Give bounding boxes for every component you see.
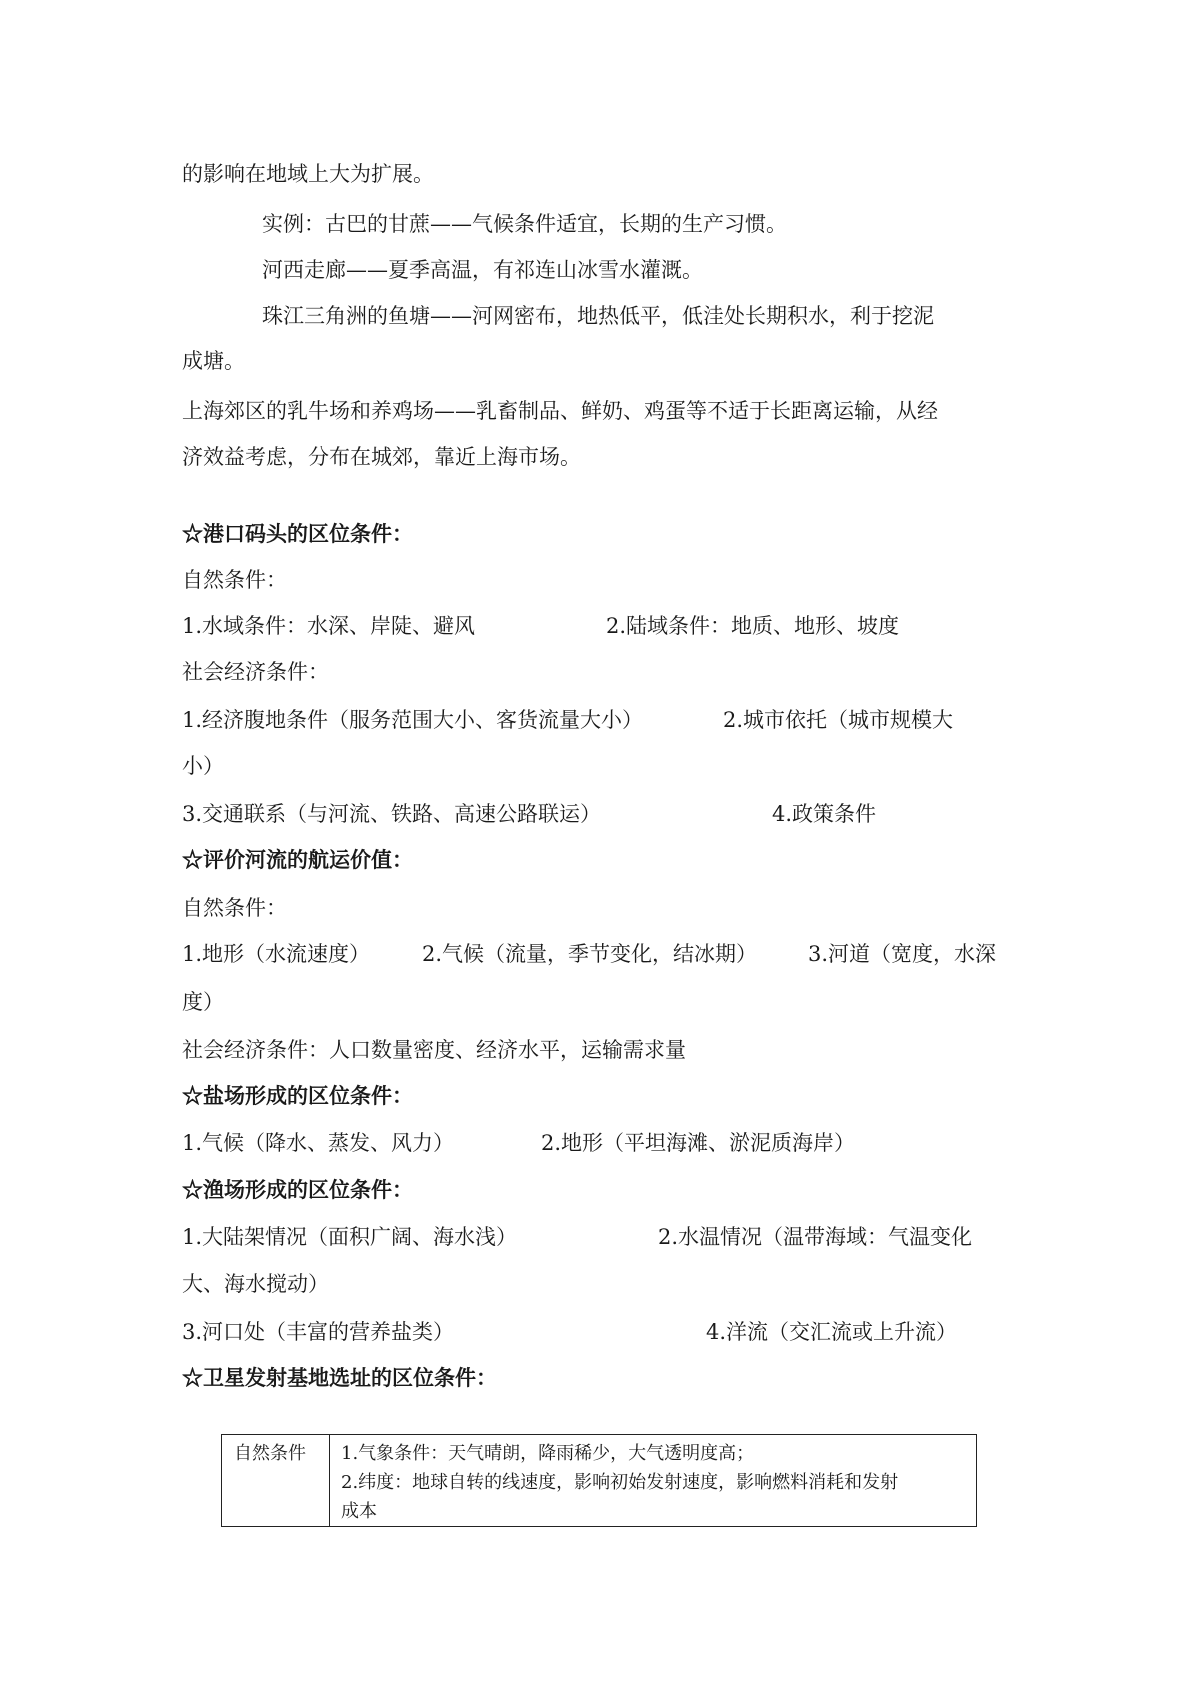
river-natural-items — [182, 940, 997, 968]
table-row-label: 自然条件 — [222, 1435, 330, 1526]
port-social-item-2-cont: 小） — [182, 754, 224, 778]
fishery-item-4: 4.洋流（交汇流或上升流） — [706, 1320, 958, 1344]
example-line: 济效益考虑，分布在城郊，靠近上海市场。 — [182, 445, 581, 469]
section-heading-salt: ☆盐场形成的区位条件： — [182, 1083, 413, 1108]
table-line: 2.纬度：地球自转的线速度，影响初始发射速度，影响燃料消耗和发射 — [341, 1472, 899, 1493]
port-social-label: 社会经济条件： — [182, 660, 329, 684]
river-natural-item-3-cont: 度） — [182, 990, 224, 1014]
example-line: 实例：古巴的甘蔗——气候条件适宜，长期的生产习惯。 — [262, 212, 787, 236]
port-social-items — [182, 706, 954, 734]
fishery-items — [182, 1223, 973, 1251]
port-natural-item-2: 2.陆域条件：地质、地形、坡度 — [606, 614, 900, 638]
salt-items — [182, 1129, 856, 1157]
table-line: 1.气象条件：天气晴朗，降雨稀少，大气透明度高； — [341, 1443, 755, 1464]
fishery-item-2-cont: 大、海水搅动） — [182, 1272, 329, 1296]
table-line: 成本 — [341, 1501, 377, 1522]
satellite-conditions-table — [221, 1434, 977, 1527]
example-line: 珠江三角洲的鱼塘——河网密布，地热低平，低洼处长期积水，利于挖泥 — [262, 304, 934, 328]
salt-item-2: 2.地形（平坦海滩、淤泥质海岸） — [541, 1131, 856, 1155]
fishery-items — [182, 1318, 958, 1346]
port-social-item-3: 3.交通联系（与河流、铁路、高速公路联运） — [182, 802, 602, 826]
example-line: 成塘。 — [182, 349, 245, 373]
section-heading-river: ☆评价河流的航运价值： — [182, 847, 413, 872]
river-natural-label: 自然条件： — [182, 896, 287, 920]
table-row-content — [341, 1439, 968, 1526]
fishery-item-1: 1.大陆架情况（面积广阔、海水浅） — [182, 1225, 518, 1249]
port-social-items — [182, 800, 877, 828]
fishery-item-3: 3.河口处（丰富的营养盐类） — [182, 1320, 455, 1344]
river-social: 社会经济条件：人口数量密度、经济水平，运输需求量 — [182, 1038, 686, 1062]
fishery-item-2: 2.水温情况（温带海域：气温变化 — [658, 1225, 973, 1249]
example-line: 河西走廊——夏季高温，有祁连山冰雪水灌溉。 — [262, 258, 703, 282]
example-line: 上海郊区的乳牛场和养鸡场——乳畜制品、鲜奶、鸡蛋等不适于长距离运输，从经 — [182, 399, 938, 423]
section-heading-fishery: ☆渔场形成的区位条件： — [182, 1177, 413, 1202]
port-social-item-1: 1.经济腹地条件（服务范围大小、客货流量大小） — [182, 708, 644, 732]
salt-item-1: 1.气候（降水、蒸发、风力） — [182, 1131, 455, 1155]
section-heading-port: ☆港口码头的区位条件： — [182, 521, 413, 546]
river-natural-item-2: 2.气候（流量，季节变化，结冰期） — [422, 942, 758, 966]
port-natural-items — [182, 612, 900, 640]
port-social-item-2: 2.城市依托（城市规模大 — [723, 708, 954, 732]
river-natural-item-3: 3.河道（宽度，水深 — [808, 942, 997, 966]
port-natural-item-1: 1.水域条件：水深、岸陡、避风 — [182, 614, 476, 638]
port-social-item-4: 4.政策条件 — [772, 802, 877, 826]
port-natural-label: 自然条件： — [182, 568, 287, 592]
paragraph-tail: 的影响在地域上大为扩展。 — [182, 162, 434, 186]
river-natural-item-1: 1.地形（水流速度） — [182, 942, 371, 966]
section-heading-satellite: ☆卫星发射基地选址的区位条件： — [182, 1365, 497, 1390]
